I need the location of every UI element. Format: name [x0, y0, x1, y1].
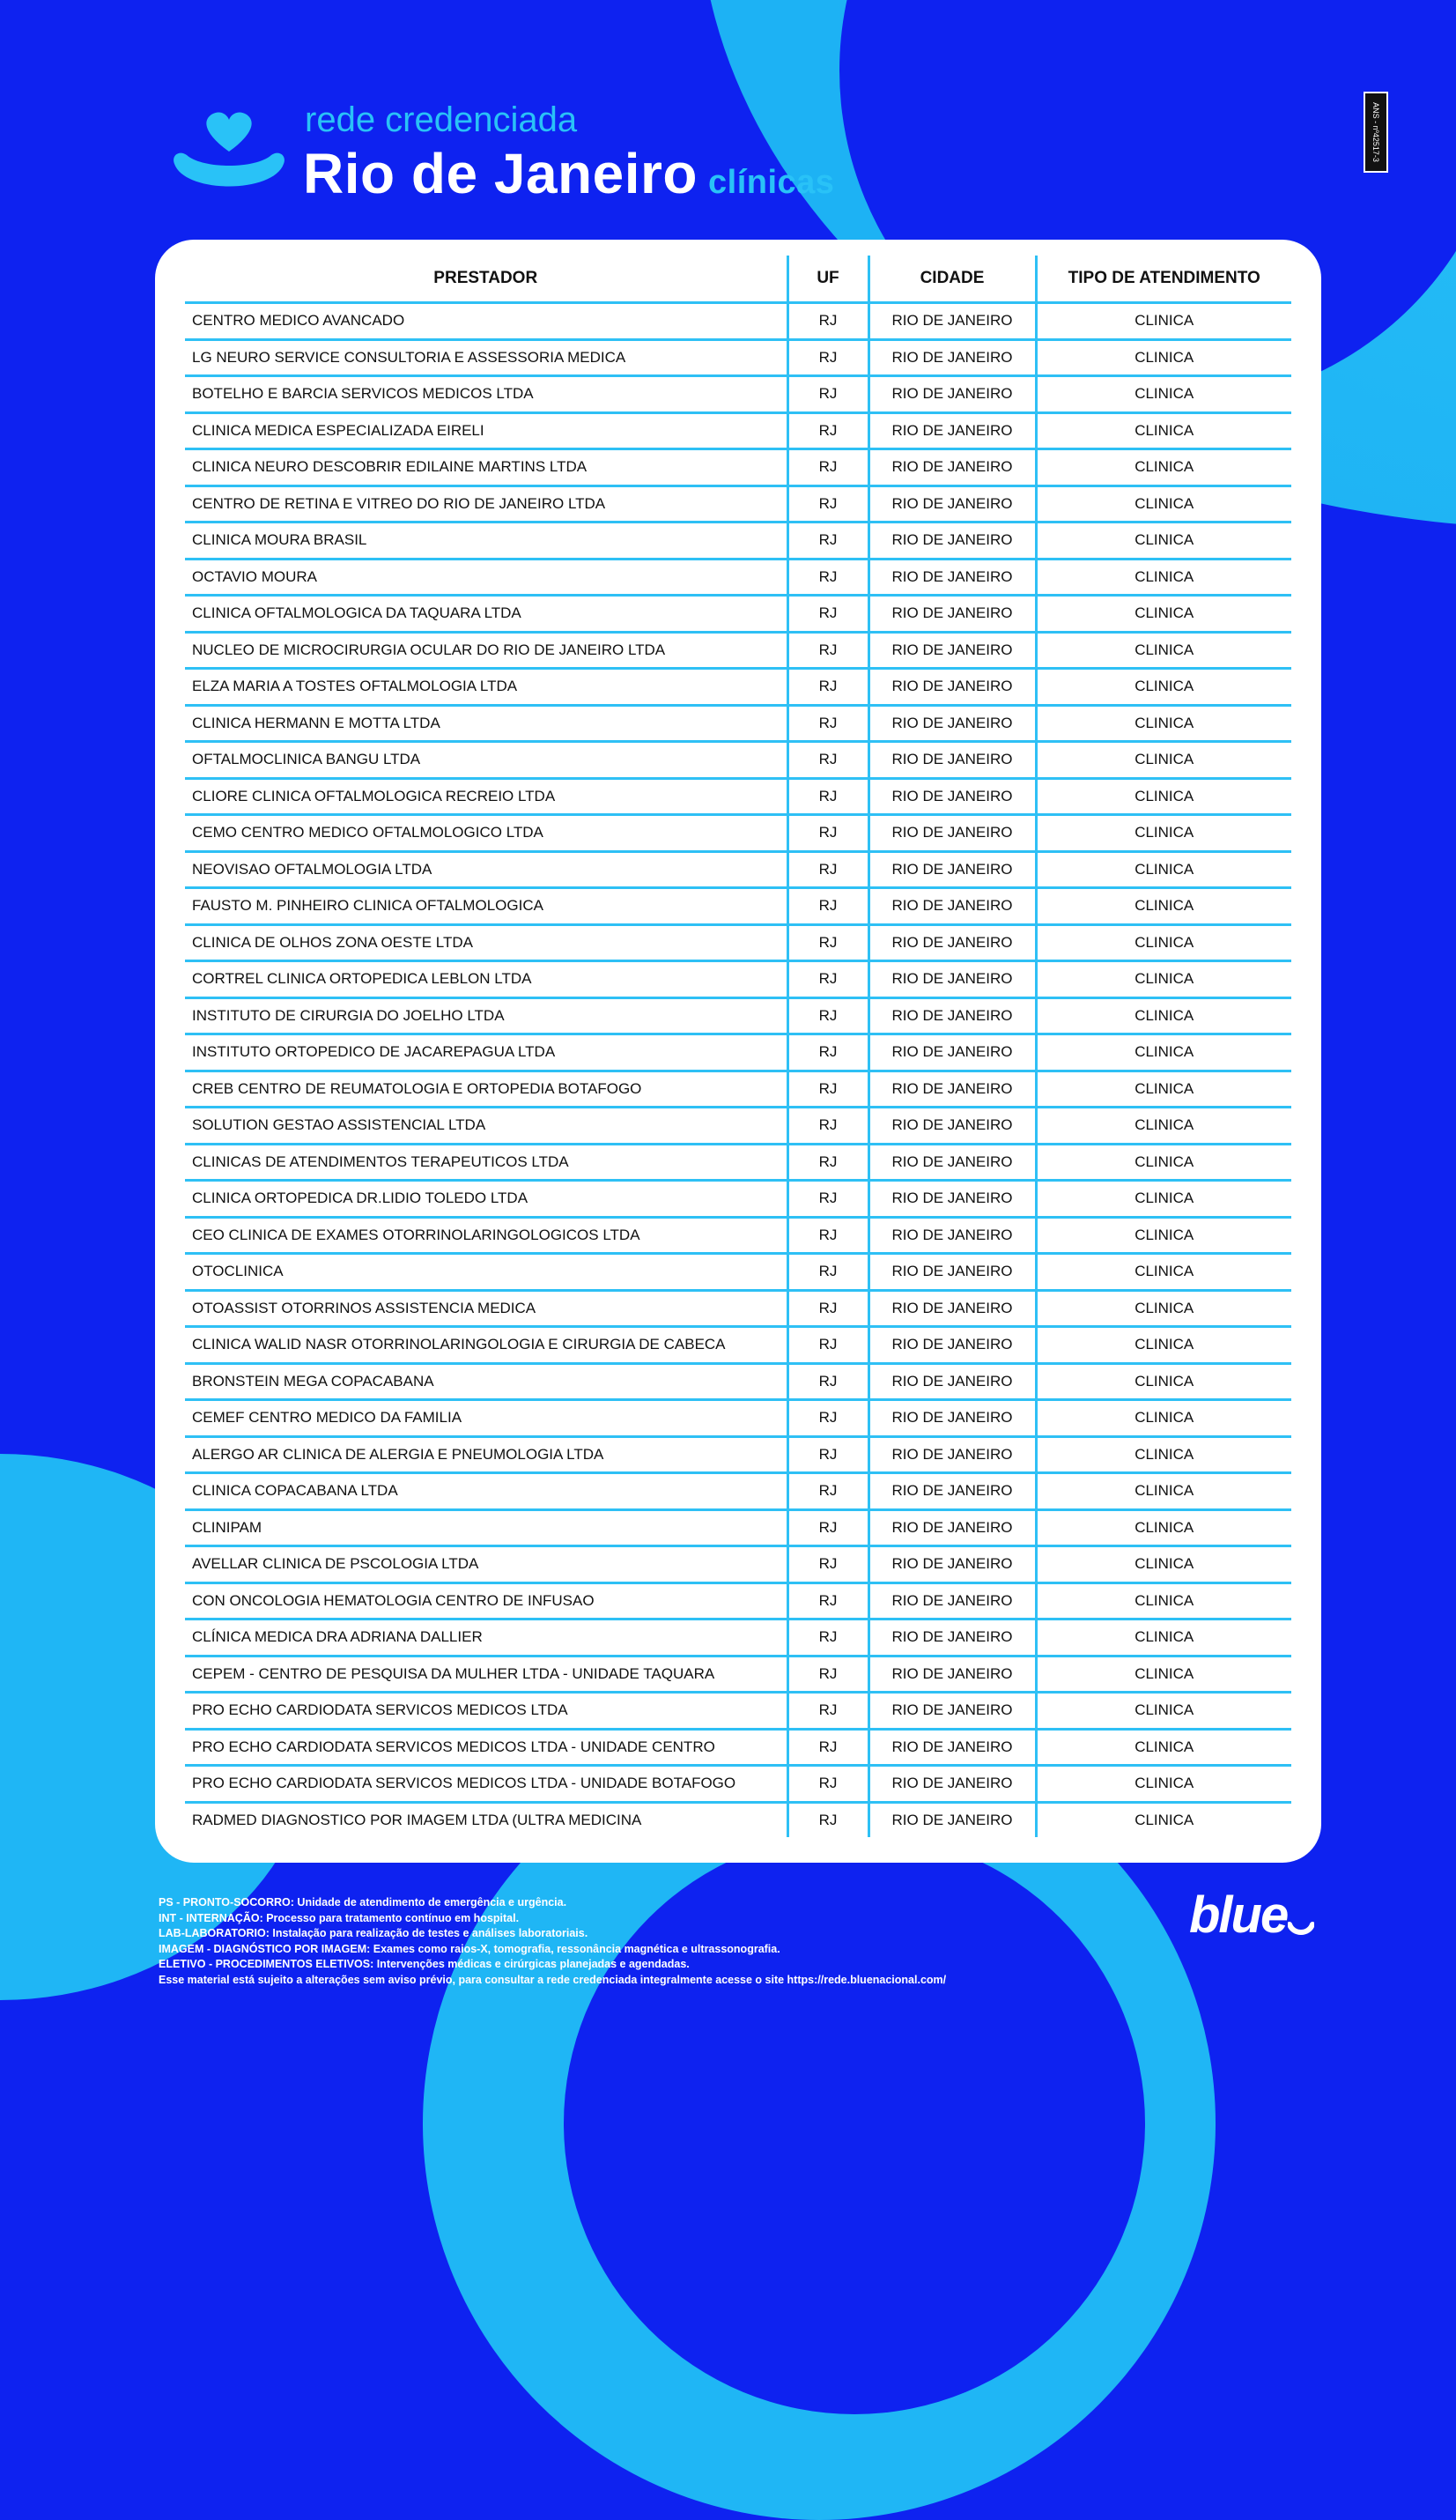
cell-uf: RJ [787, 1327, 868, 1364]
column-header-tipo: TIPO DE ATENDIMENTO [1036, 256, 1291, 303]
table-row [185, 778, 1291, 815]
cell-prestador: CLINICA ORTOPEDICA DR.LIDIO TOLEDO LTDA [185, 1181, 787, 1218]
cell-uf: RJ [787, 1802, 868, 1837]
cell-tipo: CLINICA [1036, 1656, 1291, 1693]
table-row [185, 1108, 1291, 1145]
ans-registration-badge [1364, 92, 1388, 173]
cell-prestador: CLINICA NEURO DESCOBRIR EDILAINE MARTINS LTDA [185, 449, 787, 486]
cell-prestador: CLINICA COPACABANA LTDA [185, 1473, 787, 1510]
cell-prestador: ALERGO AR CLINICA DE ALERGIA E PNEUMOLOGIA LTDA [185, 1436, 787, 1473]
cell-cidade: RIO DE JANEIRO [868, 851, 1036, 888]
cell-prestador: CON ONCOLOGIA HEMATOLOGIA CENTRO DE INFUSAO [185, 1582, 787, 1619]
table-row [185, 1693, 1291, 1730]
cell-cidade: RIO DE JANEIRO [868, 1400, 1036, 1437]
table-row [185, 851, 1291, 888]
cell-uf: RJ [787, 523, 868, 560]
table-row [185, 1473, 1291, 1510]
table-row [185, 705, 1291, 742]
cell-cidade: RIO DE JANEIRO [868, 1656, 1036, 1693]
cell-cidade: RIO DE JANEIRO [868, 1071, 1036, 1108]
cell-tipo: CLINICA [1036, 1693, 1291, 1730]
column-header-prestador: PRESTADOR [185, 256, 787, 303]
cell-prestador: CLINIPAM [185, 1509, 787, 1546]
cell-tipo: CLINICA [1036, 815, 1291, 852]
cell-tipo: CLINICA [1036, 1144, 1291, 1181]
cell-prestador: INSTITUTO DE CIRURGIA DO JOELHO LTDA [185, 997, 787, 1034]
cell-tipo: CLINICA [1036, 1582, 1291, 1619]
cell-tipo: CLINICA [1036, 1363, 1291, 1400]
table-row [185, 485, 1291, 523]
cell-tipo: CLINICA [1036, 1108, 1291, 1145]
cell-tipo: CLINICA [1036, 1766, 1291, 1803]
ans-badge-text: ANS - nº42517-3 [1371, 102, 1381, 162]
cell-tipo: CLINICA [1036, 1181, 1291, 1218]
table-row [185, 1729, 1291, 1766]
cell-prestador: CORTREL CLINICA ORTOPEDICA LEBLON LTDA [185, 961, 787, 998]
cell-tipo: CLINICA [1036, 705, 1291, 742]
table-row [185, 303, 1291, 340]
cell-tipo: CLINICA [1036, 924, 1291, 961]
cell-uf: RJ [787, 1181, 868, 1218]
legend-line: PS - PRONTO-SOCORRO: Unidade de atendimento de emergência e urgência. [159, 1896, 567, 1909]
cell-uf: RJ [787, 1729, 868, 1766]
table-row [185, 1290, 1291, 1327]
cell-uf: RJ [787, 888, 868, 925]
table-row [185, 632, 1291, 669]
cell-uf: RJ [787, 815, 868, 852]
table-row [185, 888, 1291, 925]
cell-tipo: CLINICA [1036, 1546, 1291, 1583]
city-title: Rio de Janeiro [303, 142, 698, 205]
cell-cidade: RIO DE JANEIRO [868, 1693, 1036, 1730]
cell-uf: RJ [787, 1619, 868, 1657]
cell-cidade: RIO DE JANEIRO [868, 1509, 1036, 1546]
cell-uf: RJ [787, 961, 868, 998]
cell-uf: RJ [787, 1509, 868, 1546]
cell-cidade: RIO DE JANEIRO [868, 1546, 1036, 1583]
cell-prestador: CEO CLINICA DE EXAMES OTORRINOLARINGOLOGICOS LTDA [185, 1217, 787, 1254]
cell-prestador: PRO ECHO CARDIODATA SERVICOS MEDICOS LTDA [185, 1693, 787, 1730]
cell-uf: RJ [787, 1217, 868, 1254]
cell-uf: RJ [787, 669, 868, 706]
cell-cidade: RIO DE JANEIRO [868, 523, 1036, 560]
provider-table-card [155, 240, 1321, 1863]
cell-cidade: RIO DE JANEIRO [868, 742, 1036, 779]
cell-tipo: CLINICA [1036, 1729, 1291, 1766]
cell-tipo: CLINICA [1036, 559, 1291, 596]
legend-line: LAB-LABORATORIO: Instalação para realização de testes e análises laboratoriais. [159, 1927, 588, 1939]
cell-uf: RJ [787, 449, 868, 486]
cell-tipo: CLINICA [1036, 1290, 1291, 1327]
table-row [185, 412, 1291, 449]
cell-tipo: CLINICA [1036, 1034, 1291, 1071]
table-row [185, 449, 1291, 486]
cell-prestador: FAUSTO M. PINHEIRO CLINICA OFTALMOLOGICA [185, 888, 787, 925]
cell-cidade: RIO DE JANEIRO [868, 596, 1036, 633]
cell-uf: RJ [787, 1144, 868, 1181]
cell-uf: RJ [787, 596, 868, 633]
table-header-row [185, 256, 1291, 303]
cell-uf: RJ [787, 1400, 868, 1437]
table-row [185, 1034, 1291, 1071]
table-row [185, 1766, 1291, 1803]
cell-prestador: CREB CENTRO DE REUMATOLOGIA E ORTOPEDIA BOTAFOGO [185, 1071, 787, 1108]
cell-prestador: NUCLEO DE MICROCIRURGIA OCULAR DO RIO DE JANEIRO LTDA [185, 632, 787, 669]
cell-tipo: CLINICA [1036, 1400, 1291, 1437]
cell-prestador: OTOCLINICA [185, 1254, 787, 1291]
header-subtitle: rede credenciada [305, 100, 578, 139]
table-row [185, 596, 1291, 633]
cell-uf: RJ [787, 1546, 868, 1583]
cell-uf: RJ [787, 778, 868, 815]
cell-uf: RJ [787, 339, 868, 376]
cell-uf: RJ [787, 1656, 868, 1693]
table-row [185, 815, 1291, 852]
cell-prestador: OCTAVIO MOURA [185, 559, 787, 596]
cell-tipo: CLINICA [1036, 1327, 1291, 1364]
blue-brand-logo: blue [1189, 1886, 1288, 1944]
cell-uf: RJ [787, 742, 868, 779]
table-row [185, 1181, 1291, 1218]
provider-table-body [185, 303, 1291, 1838]
cell-cidade: RIO DE JANEIRO [868, 1290, 1036, 1327]
table-row [185, 376, 1291, 413]
cell-cidade: RIO DE JANEIRO [868, 1144, 1036, 1181]
cell-cidade: RIO DE JANEIRO [868, 888, 1036, 925]
cell-cidade: RIO DE JANEIRO [868, 1619, 1036, 1657]
cell-prestador: OTOASSIST OTORRINOS ASSISTENCIA MEDICA [185, 1290, 787, 1327]
cell-tipo: CLINICA [1036, 1473, 1291, 1510]
category-label: clínicas [708, 164, 835, 201]
cell-cidade: RIO DE JANEIRO [868, 1034, 1036, 1071]
cell-uf: RJ [787, 376, 868, 413]
cell-prestador: CLINICA MOURA BRASIL [185, 523, 787, 560]
cell-cidade: RIO DE JANEIRO [868, 1802, 1036, 1837]
table-row [185, 1582, 1291, 1619]
cell-prestador: PRO ECHO CARDIODATA SERVICOS MEDICOS LTDA - UNIDADE CENTRO [185, 1729, 787, 1766]
cell-prestador: CEMO CENTRO MEDICO OFTALMOLOGICO LTDA [185, 815, 787, 852]
cell-tipo: CLINICA [1036, 778, 1291, 815]
cell-uf: RJ [787, 1254, 868, 1291]
cell-tipo: CLINICA [1036, 339, 1291, 376]
cell-cidade: RIO DE JANEIRO [868, 961, 1036, 998]
smile-icon [1288, 1921, 1314, 1938]
cell-uf: RJ [787, 1436, 868, 1473]
table-row [185, 1071, 1291, 1108]
legend-disclaimer: Esse material está sujeito a alterações sem aviso prévio, para consultar a rede credenciada integralmente acesse o site https://rede.bluenacional.com/ [159, 1973, 947, 1986]
table-row [185, 1363, 1291, 1400]
cell-uf: RJ [787, 705, 868, 742]
page-title [303, 141, 834, 206]
cell-prestador: INSTITUTO ORTOPEDICO DE JACAREPAGUA LTDA [185, 1034, 787, 1071]
table-row [185, 1144, 1291, 1181]
cell-cidade: RIO DE JANEIRO [868, 1363, 1036, 1400]
cell-prestador: CLINICA DE OLHOS ZONA OESTE LTDA [185, 924, 787, 961]
table-row [185, 1327, 1291, 1364]
table-row [185, 1254, 1291, 1291]
cell-tipo: CLINICA [1036, 449, 1291, 486]
cell-uf: RJ [787, 1071, 868, 1108]
cell-prestador: CEPEM - CENTRO DE PESQUISA DA MULHER LTDA - UNIDADE TAQUARA [185, 1656, 787, 1693]
table-row [185, 961, 1291, 998]
cell-tipo: CLINICA [1036, 1436, 1291, 1473]
cell-cidade: RIO DE JANEIRO [868, 778, 1036, 815]
legend-footnotes [159, 1895, 946, 1988]
cell-cidade: RIO DE JANEIRO [868, 1436, 1036, 1473]
legend-line: ELETIVO - PROCEDIMENTOS ELETIVOS: Intervenções médicas e cirúrgicas planejadas e agendadas. [159, 1958, 690, 1970]
column-header-cidade: CIDADE [868, 256, 1036, 303]
cell-uf: RJ [787, 412, 868, 449]
cell-prestador: NEOVISAO OFTALMOLOGIA LTDA [185, 851, 787, 888]
cell-uf: RJ [787, 1034, 868, 1071]
cell-cidade: RIO DE JANEIRO [868, 449, 1036, 486]
cell-tipo: CLINICA [1036, 1071, 1291, 1108]
cell-tipo: CLINICA [1036, 669, 1291, 706]
table-row [185, 924, 1291, 961]
cell-prestador: CENTRO MEDICO AVANCADO [185, 303, 787, 340]
cell-tipo: CLINICA [1036, 742, 1291, 779]
table-row [185, 1400, 1291, 1437]
table-row [185, 1802, 1291, 1837]
table-row [185, 1436, 1291, 1473]
cell-tipo: CLINICA [1036, 523, 1291, 560]
cell-cidade: RIO DE JANEIRO [868, 1729, 1036, 1766]
cell-uf: RJ [787, 485, 868, 523]
cell-cidade: RIO DE JANEIRO [868, 1766, 1036, 1803]
cell-uf: RJ [787, 924, 868, 961]
cell-prestador: CLINICA OFTALMOLOGICA DA TAQUARA LTDA [185, 596, 787, 633]
column-header-uf: UF [787, 256, 868, 303]
table-row [185, 997, 1291, 1034]
cell-prestador: CLINICA HERMANN E MOTTA LTDA [185, 705, 787, 742]
cell-uf: RJ [787, 1363, 868, 1400]
cell-uf: RJ [787, 1766, 868, 1803]
cell-tipo: CLINICA [1036, 376, 1291, 413]
table-row [185, 1619, 1291, 1657]
cell-tipo: CLINICA [1036, 632, 1291, 669]
cell-cidade: RIO DE JANEIRO [868, 339, 1036, 376]
cell-uf: RJ [787, 1473, 868, 1510]
table-row [185, 523, 1291, 560]
cell-cidade: RIO DE JANEIRO [868, 815, 1036, 852]
cell-tipo: CLINICA [1036, 1802, 1291, 1837]
cell-cidade: RIO DE JANEIRO [868, 705, 1036, 742]
cell-prestador: LG NEURO SERVICE CONSULTORIA E ASSESSORIA MEDICA [185, 339, 787, 376]
legend-line: INT - INTERNAÇÃO: Processo para tratamento contínuo em hospital. [159, 1911, 520, 1924]
cell-tipo: CLINICA [1036, 596, 1291, 633]
cell-tipo: CLINICA [1036, 485, 1291, 523]
cell-uf: RJ [787, 1108, 868, 1145]
cell-prestador: BRONSTEIN MEGA COPACABANA [185, 1363, 787, 1400]
cell-prestador: AVELLAR CLINICA DE PSCOLOGIA LTDA [185, 1546, 787, 1583]
cell-uf: RJ [787, 1693, 868, 1730]
table-row [185, 1509, 1291, 1546]
cell-cidade: RIO DE JANEIRO [868, 1181, 1036, 1218]
cell-tipo: CLINICA [1036, 1217, 1291, 1254]
legend-line: IMAGEM - DIAGNÓSTICO POR IMAGEM: Exames como raios-X, tomografia, ressonância magnética e ultrassonografia. [159, 1942, 780, 1955]
cell-prestador: ELZA MARIA A TOSTES OFTALMOLOGIA LTDA [185, 669, 787, 706]
cell-tipo: CLINICA [1036, 1509, 1291, 1546]
provider-table [185, 256, 1291, 1837]
cell-uf: RJ [787, 1582, 868, 1619]
cell-prestador: CLINICA MEDICA ESPECIALIZADA EIRELI [185, 412, 787, 449]
cell-prestador: OFTALMOCLINICA BANGU LTDA [185, 742, 787, 779]
cell-uf: RJ [787, 303, 868, 340]
cell-prestador: BOTELHO E BARCIA SERVICOS MEDICOS LTDA [185, 376, 787, 413]
cell-uf: RJ [787, 997, 868, 1034]
cell-cidade: RIO DE JANEIRO [868, 376, 1036, 413]
cell-cidade: RIO DE JANEIRO [868, 485, 1036, 523]
cell-cidade: RIO DE JANEIRO [868, 559, 1036, 596]
table-row [185, 742, 1291, 779]
cell-prestador: CEMEF CENTRO MEDICO DA FAMILIA [185, 1400, 787, 1437]
cell-tipo: CLINICA [1036, 961, 1291, 998]
cell-cidade: RIO DE JANEIRO [868, 1582, 1036, 1619]
table-row [185, 559, 1291, 596]
cell-tipo: CLINICA [1036, 303, 1291, 340]
cell-tipo: CLINICA [1036, 1254, 1291, 1291]
table-row [185, 1656, 1291, 1693]
cell-cidade: RIO DE JANEIRO [868, 412, 1036, 449]
cell-prestador: RADMED DIAGNOSTICO POR IMAGEM LTDA (ULTRA MEDICINA [192, 1811, 642, 1828]
cell-uf: RJ [787, 1290, 868, 1327]
cell-tipo: CLINICA [1036, 851, 1291, 888]
cell-prestador: CENTRO DE RETINA E VITREO DO RIO DE JANEIRO LTDA [185, 485, 787, 523]
cell-prestador: CLIORE CLINICA OFTALMOLOGICA RECREIO LTDA [185, 778, 787, 815]
table-row [185, 339, 1291, 376]
cell-tipo: CLINICA [1036, 888, 1291, 925]
cell-uf: RJ [787, 559, 868, 596]
cell-cidade: RIO DE JANEIRO [868, 669, 1036, 706]
cell-tipo: CLINICA [1036, 412, 1291, 449]
table-row [185, 1546, 1291, 1583]
table-row [185, 1217, 1291, 1254]
cell-prestador: PRO ECHO CARDIODATA SERVICOS MEDICOS LTDA - UNIDADE BOTAFOGO [185, 1766, 787, 1803]
cell-tipo: CLINICA [1036, 997, 1291, 1034]
cell-uf: RJ [787, 632, 868, 669]
heart-smile-logo-icon [167, 106, 291, 211]
cell-cidade: RIO DE JANEIRO [868, 1254, 1036, 1291]
cell-cidade: RIO DE JANEIRO [868, 632, 1036, 669]
cell-prestador: CLÍNICA MEDICA DRA ADRIANA DALLIER [185, 1619, 787, 1657]
cell-cidade: RIO DE JANEIRO [868, 1473, 1036, 1510]
cell-cidade: RIO DE JANEIRO [868, 997, 1036, 1034]
cell-cidade: RIO DE JANEIRO [868, 1108, 1036, 1145]
cell-cidade: RIO DE JANEIRO [868, 1217, 1036, 1254]
cell-prestador: CLINICAS DE ATENDIMENTOS TERAPEUTICOS LTDA [185, 1144, 787, 1181]
cell-cidade: RIO DE JANEIRO [868, 303, 1036, 340]
cell-cidade: RIO DE JANEIRO [868, 1327, 1036, 1364]
cell-uf: RJ [787, 851, 868, 888]
cell-prestador: SOLUTION GESTAO ASSISTENCIAL LTDA [185, 1108, 787, 1145]
table-row [185, 669, 1291, 706]
cell-cidade: RIO DE JANEIRO [868, 924, 1036, 961]
cell-prestador: CLINICA WALID NASR OTORRINOLARINGOLOGIA E CIRURGIA DE CABECA [185, 1327, 787, 1364]
cell-tipo: CLINICA [1036, 1619, 1291, 1657]
